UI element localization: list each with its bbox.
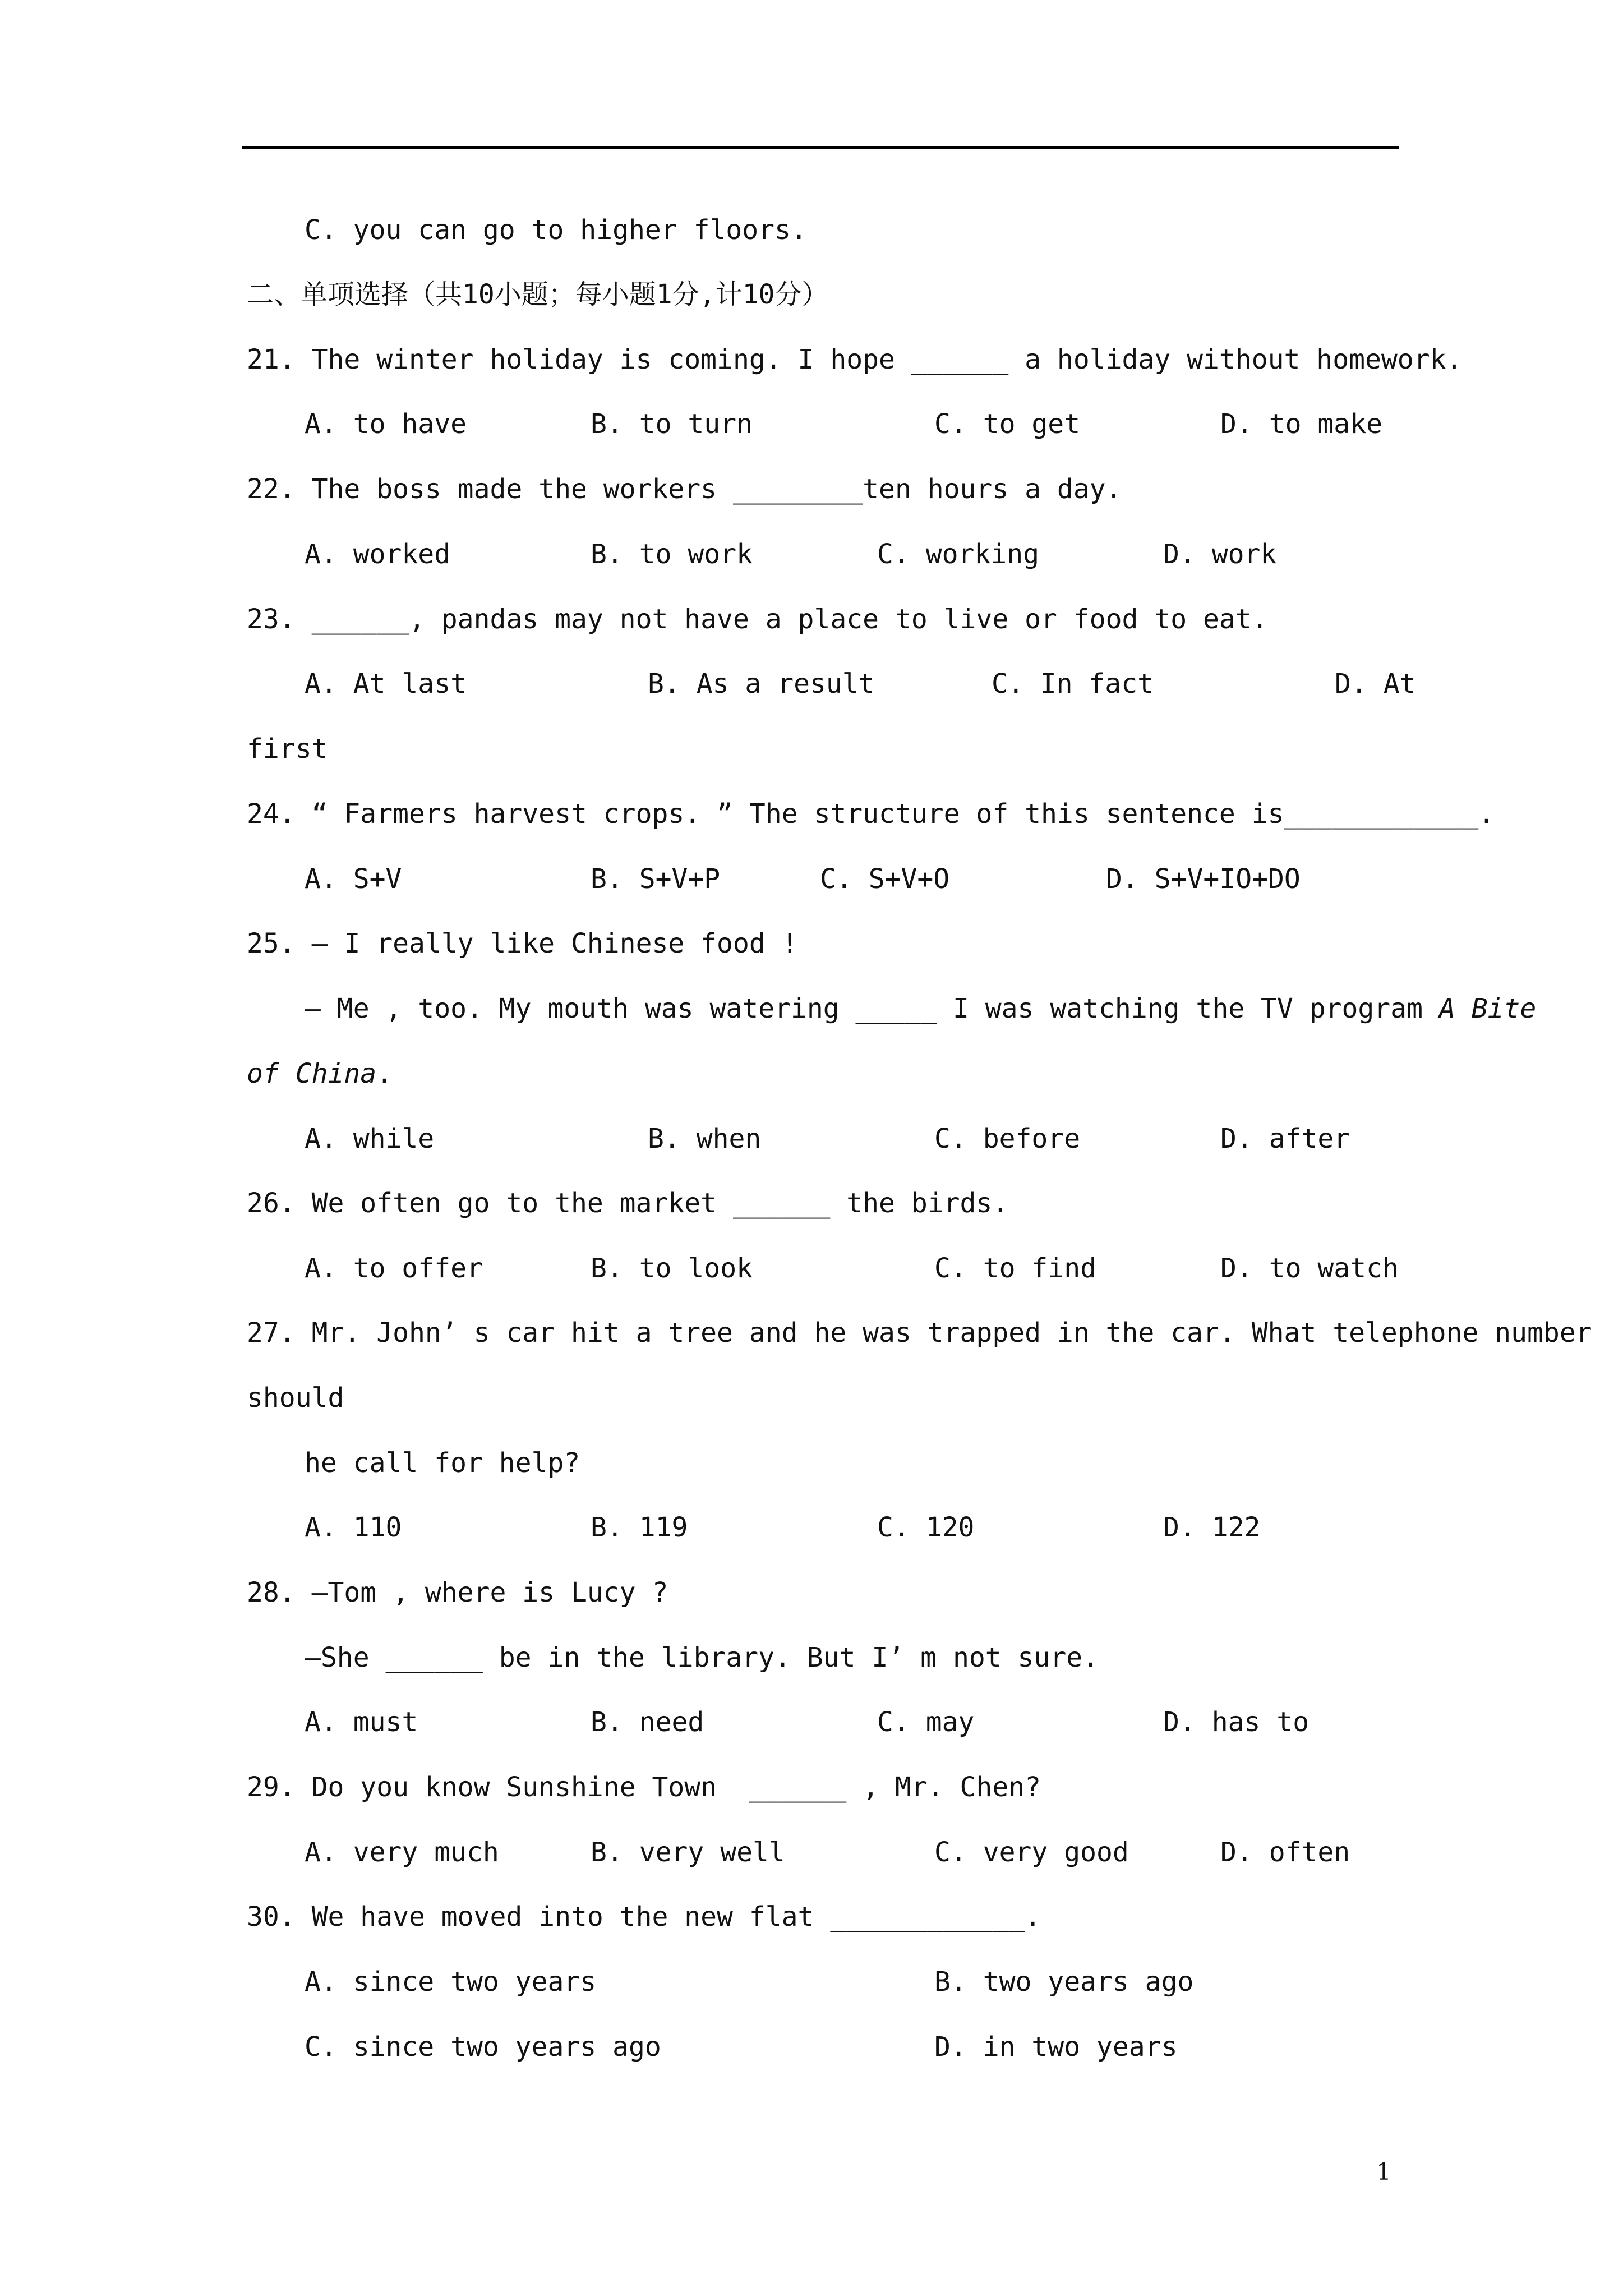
q21-option-a: A. to have [305, 408, 467, 440]
question-29: 29. Do you know Sunshine Town ______ , Mr. Chen? [247, 1772, 1041, 1803]
question-27: 27. Mr. John’ s car hit a tree and he was trapped in the car. What telephone number [247, 1317, 1592, 1349]
q25-option-a: A. while [305, 1123, 435, 1154]
q28-option-b: B. need [591, 1706, 704, 1738]
q23-option-a: A. At last [305, 668, 467, 700]
q25-option-d: D. after [1220, 1123, 1350, 1154]
header-rule [242, 146, 1399, 149]
q29-option-c: C. very good [934, 1837, 1129, 1868]
question-25-reply [305, 992, 1536, 1025]
question-24: 24. “ Farmers harvest crops. ” The structure of this sentence is____________. [247, 798, 1495, 830]
reply-end: . [376, 1058, 393, 1089]
q25-option-c: C. before [934, 1123, 1081, 1154]
question-25: 25. — I really like Chinese food ! [247, 928, 798, 959]
section-heading: 二、单项选择（共10小题；每小题1分,计10分） [247, 279, 829, 310]
question-30: 30. We have moved into the new flat ____________. [247, 1901, 1041, 1932]
q26-option-c: C. to find [934, 1253, 1096, 1284]
q24-option-d: D. S+V+IO+DO [1106, 863, 1301, 895]
q22-option-b: B. to work [591, 539, 753, 570]
q22-option-a: A. worked [305, 539, 451, 570]
q28-option-c: C. may [877, 1706, 975, 1738]
q30-option-d: D. in two years [934, 2031, 1178, 2063]
q29-option-a: A. very much [305, 1837, 499, 1868]
question-22: 22. The boss made the workers ________ten hours a day. [247, 473, 1122, 505]
q25-option-b: B. when [648, 1123, 762, 1154]
q27-option-a: A. 110 [305, 1512, 402, 1543]
q23-option-d-wrap: first [247, 733, 328, 765]
q28-option-d: D. has to [1163, 1706, 1310, 1738]
q24-option-b: B. S+V+P [591, 863, 721, 895]
q29-option-b: B. very well [591, 1837, 785, 1868]
q21-option-c: C. to get [934, 408, 1081, 440]
question-27-cont: he call for help? [305, 1447, 580, 1479]
question-28-reply: —She ______ be in the library. But I’ m not sure. [305, 1642, 1099, 1673]
q26-option-b: B. to look [591, 1253, 753, 1284]
question-28: 28. —Tom , where is Lucy ? [247, 1577, 668, 1608]
q24-option-c: C. S+V+O [820, 863, 950, 895]
q29-option-d: D. often [1220, 1837, 1350, 1868]
question-21: 21. The winter holiday is coming. I hope ______ a holiday without homework. [247, 344, 1463, 375]
page-number: 1 [1376, 2158, 1391, 2185]
q30-option-b: B. two years ago [934, 1966, 1194, 1998]
q23-option-c: C. In fact [992, 668, 1154, 700]
q27-option-c: C. 120 [877, 1512, 975, 1543]
question-23: 23. ______, pandas may not have a place to live or food to eat. [247, 604, 1268, 635]
reply-text: — Me , too. My mouth was watering _____ I was watching the TV program [305, 993, 1439, 1024]
tv-program-title-cont: of China [247, 1058, 377, 1089]
tv-program-title: A Bite [1438, 993, 1537, 1024]
q30-option-c: C. since two years ago [305, 2031, 661, 2063]
question-27-wrap: should [247, 1382, 344, 1414]
q24-option-a: A. S+V [305, 863, 402, 895]
q30-option-a: A. since two years [305, 1966, 597, 1998]
q23-option-b: B. As a result [648, 668, 875, 700]
q21-option-d: D. to make [1220, 408, 1382, 440]
q26-option-d: D. to watch [1220, 1253, 1399, 1284]
q20-option-c: C. you can go to higher floors. [305, 214, 807, 246]
q27-option-b: B. 119 [591, 1512, 688, 1543]
q21-option-b: B. to turn [591, 408, 753, 440]
question-26: 26. We often go to the market ______ the birds. [247, 1188, 1009, 1219]
q26-option-a: A. to offer [305, 1253, 483, 1284]
q27-option-d: D. 122 [1163, 1512, 1261, 1543]
question-25-reply-wrap [247, 1057, 393, 1091]
q22-option-d: D. work [1163, 539, 1277, 570]
q23-option-d: D. At [1335, 668, 1416, 700]
q28-option-a: A. must [305, 1706, 418, 1738]
q22-option-c: C. working [877, 539, 1039, 570]
